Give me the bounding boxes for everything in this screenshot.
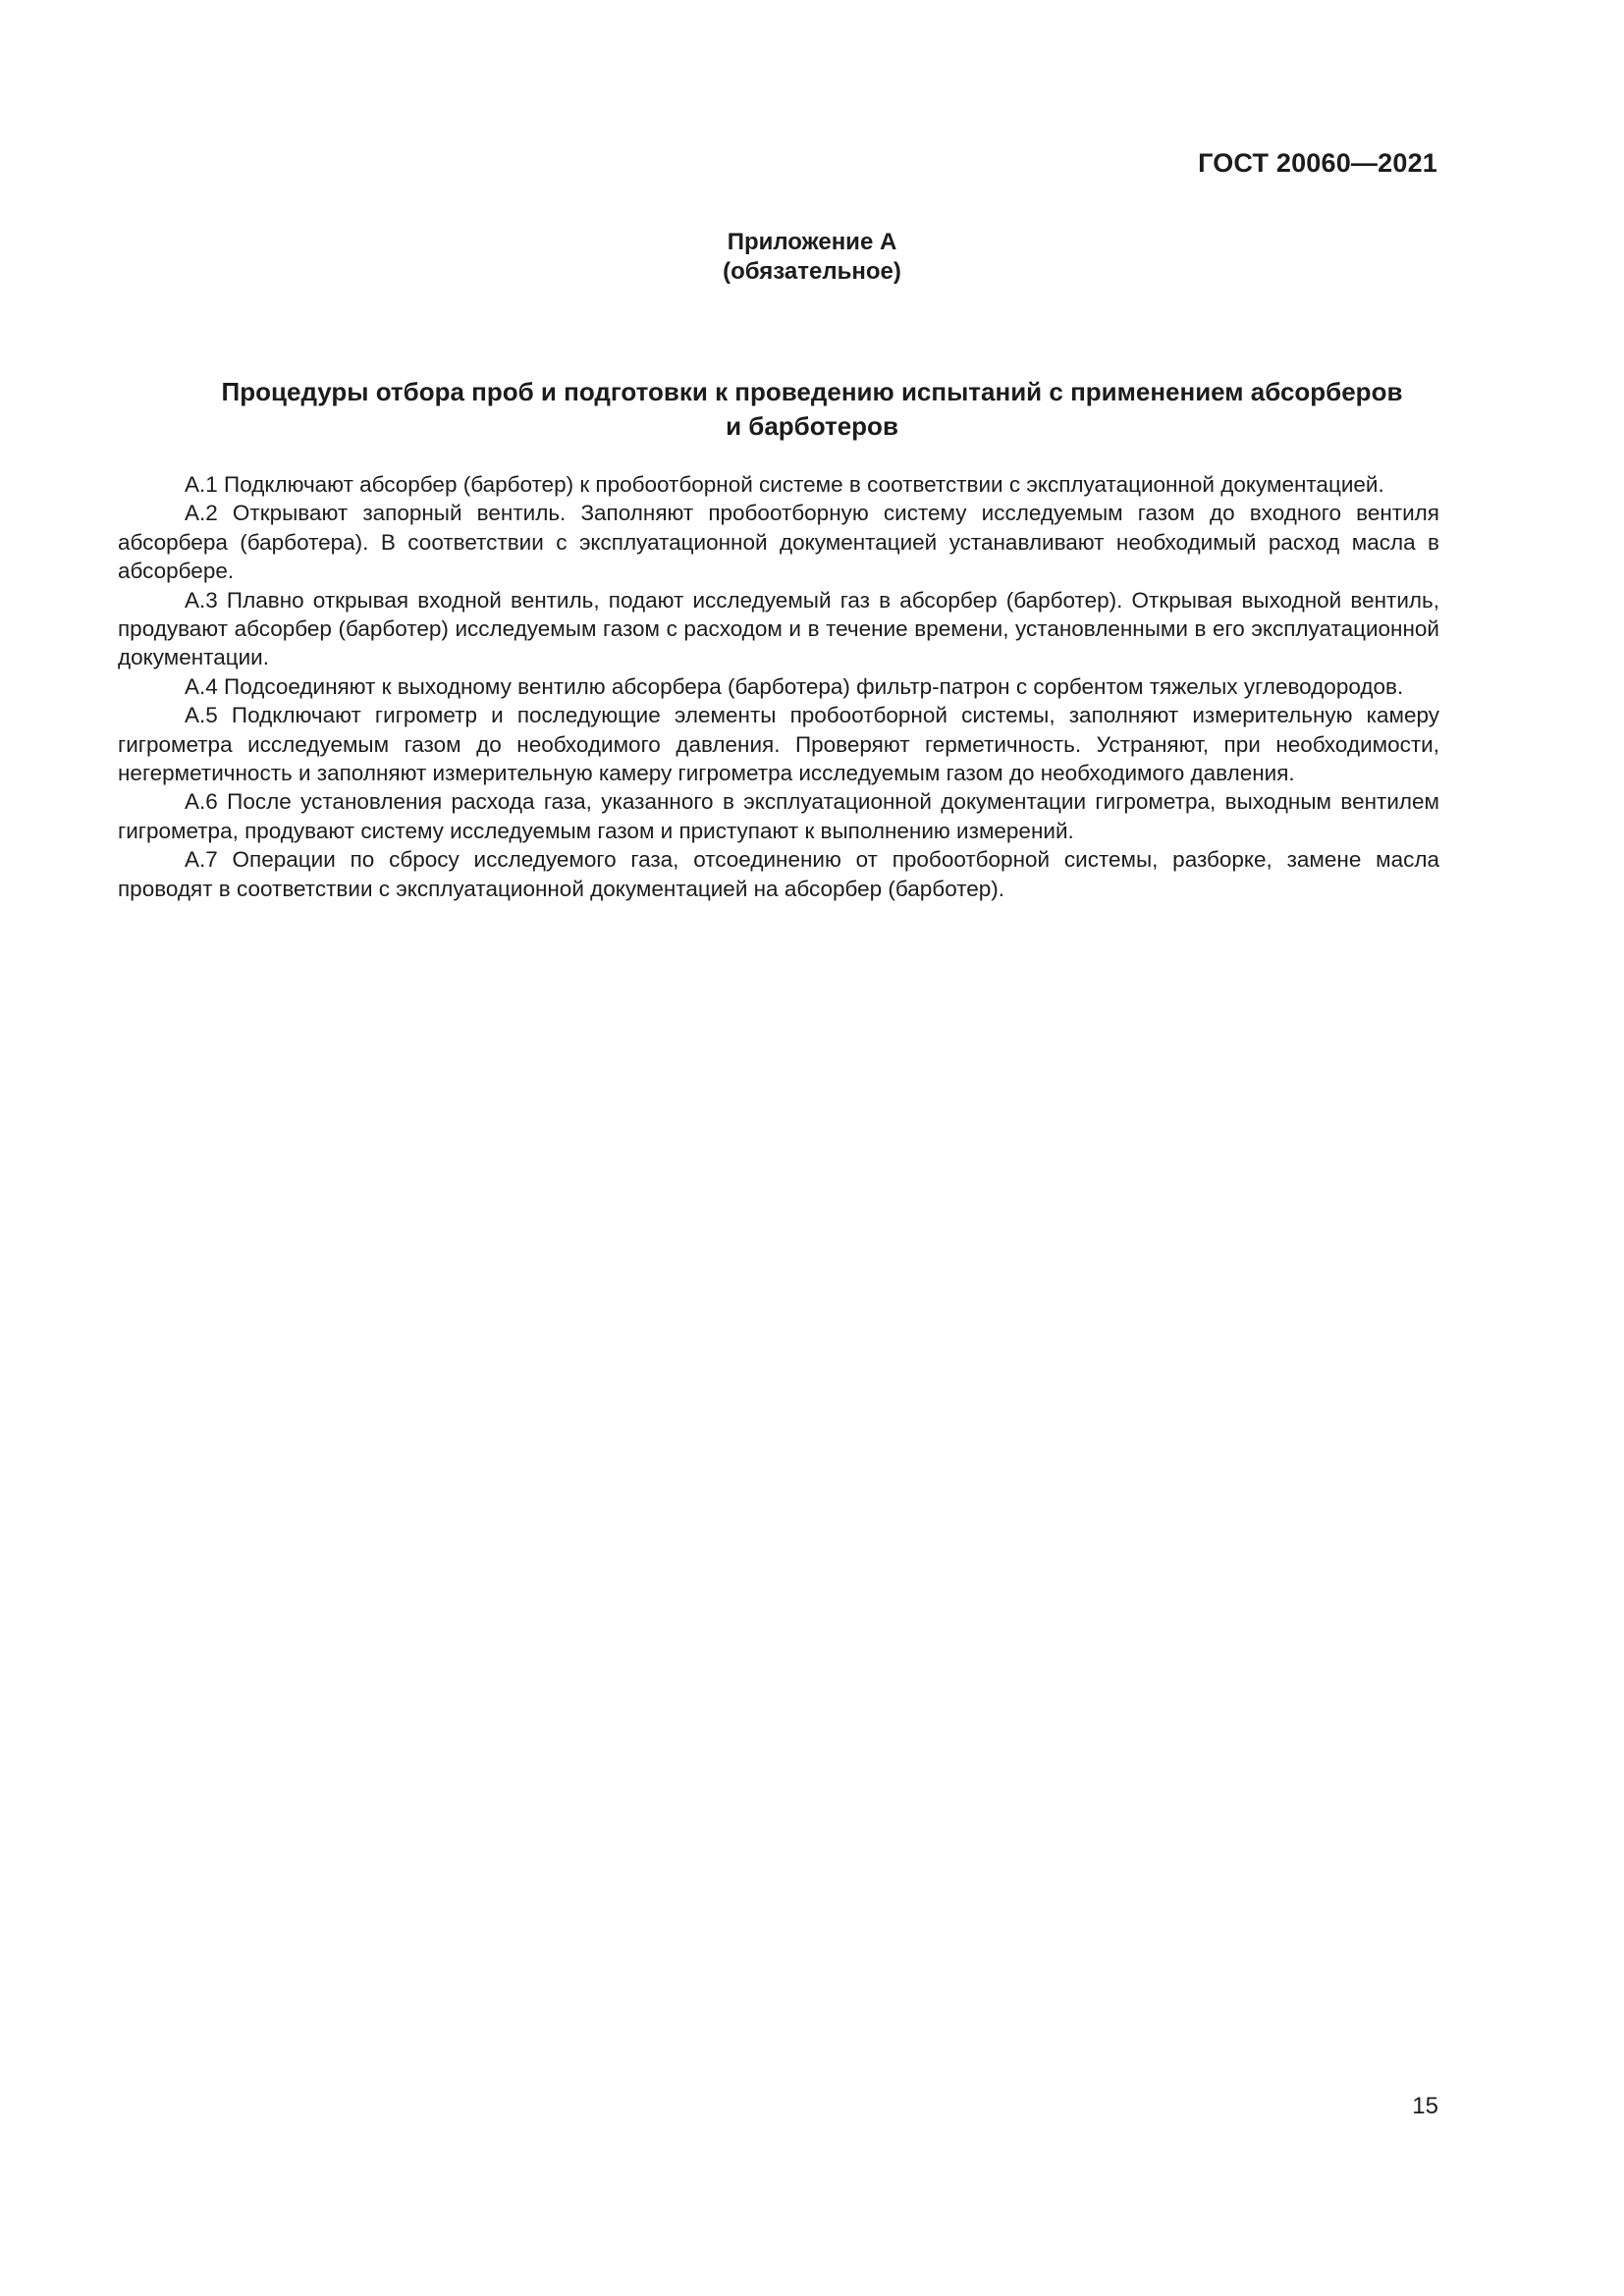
paragraph-a2: А.2 Открывают запорный вентиль. Заполняют пробоотборную систему исследуемым газом до входного вентиля абсорбера (барботера). В соответствии с эксплуатационной документацией устанавливают необходимый расход масла в абсорбере.: [118, 501, 1439, 584]
document-code: ГОСТ 20060—2021: [1198, 148, 1437, 178]
section-title-line-2: и барботеров: [726, 411, 898, 441]
paragraph-a1: А.1 Подключают абсорбер (барботер) к пробоотборной системе в соответствии с эксплуатационной документацией.: [185, 472, 1384, 497]
appendix-heading: [0, 228, 1624, 287]
page-number: 15: [1412, 2093, 1438, 2119]
paragraph-a7: А.7 Операции по сбросу исследуемого газа, отсоединению от пробоотборной системы, разборке, замене масла проводят в соответствии с эксплуатационной документацией на абсорбер (барботер).: [118, 847, 1439, 901]
paragraph-a4: А.4 Подсоединяют к выходному вентилю абсорбера (барботера) фильтр-патрон с сорбентом тяжелых углеводородов.: [185, 673, 1404, 699]
paragraph-a6: А.6 После установления расхода газа, указанного в эксплуатационной документации гигрометра, выходным вентилем гигрометра, продувают систему исследуемым газом и приступают к выполнению измерений.: [118, 789, 1439, 843]
body-text: [118, 470, 1439, 903]
paragraph-a5: А.5 Подключают гигрометр и последующие элементы пробоотборной системы, заполняют измерительную камеру гигрометра исследуемым газом до необходимого давления. Проверяют герметичность. Устраняют, при необходимости, негерметичность и заполняют измерительную камеру гигрометра исследуемым газом до необходимого давления.: [118, 703, 1439, 786]
appendix-title: Приложение А: [727, 229, 897, 255]
section-title: [118, 375, 1506, 444]
appendix-status: (обязательное): [723, 258, 901, 285]
section-title-line-1: Процедуры отбора проб и подготовки к проведению испытаний с применением абсорберов: [221, 377, 1403, 406]
paragraph-a3: А.3 Плавно открывая входной вентиль, подают исследуемый газ в абсорбер (барботер). Открывая выходной вентиль, продувают абсорбер (барботер) исследуемым газом с расходом и в течение времени, установленными в его эксплуатационной документации.: [118, 587, 1439, 670]
